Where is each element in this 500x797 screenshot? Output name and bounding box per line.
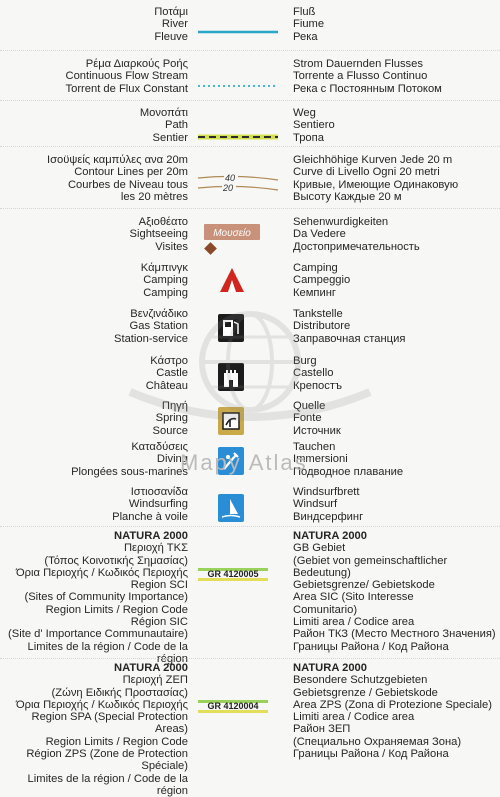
legend-line: Windsurfbrett (293, 486, 360, 498)
natura-sci-boundary (190, 558, 280, 598)
legend-symbol-gas (190, 312, 260, 357)
legend-line: Castle (156, 367, 188, 380)
left-text-natura-spa (0, 662, 188, 797)
right-text-castle (293, 355, 342, 392)
left-text-natura-sci (0, 530, 188, 665)
legend-line: Καταδύσεις (131, 441, 188, 453)
legend-line: Βενζινάδικο (130, 308, 188, 320)
legend-line: Gebietsgrenze/ Gebietskode (293, 579, 435, 592)
legend-line: Όρια Περιοχής / Κωδικός Περιοχής (15, 698, 188, 711)
left-text-gas (114, 308, 188, 345)
legend-symbol-river (190, 24, 260, 69)
legend-line: Diving (156, 453, 188, 466)
legend-line: Река с Постоянным Потоком (293, 82, 442, 95)
legend-line: Torrente a Flusso Continuo (293, 70, 428, 83)
right-text-spring (293, 400, 341, 437)
legend-line: Πηγή (161, 400, 188, 412)
legend-line: Spring (155, 412, 188, 425)
left-text-castle (146, 355, 188, 392)
row-divider (0, 526, 500, 528)
legend-symbol-spring (190, 405, 260, 450)
legend-line: Ισοϋψείς καμπύλες ανα 20m (47, 154, 188, 166)
legend-line: Fiume (293, 18, 325, 31)
watermark-text: Mapy Atlas (180, 450, 308, 475)
left-text-camping (141, 262, 188, 299)
spring-icon (190, 405, 280, 445)
legend-line: Κάστρο (150, 355, 188, 367)
legend-line: NATURA 2000 (114, 530, 188, 542)
legend-line: NATURA 2000 (293, 662, 367, 674)
legend-line: Path (164, 119, 188, 132)
legend-line: Camping (143, 286, 188, 299)
legend-line: Weg (293, 107, 316, 119)
legend-line: Continuous Flow Stream (65, 70, 188, 83)
right-text-gas (293, 308, 405, 345)
right-text-windsurfing (293, 486, 363, 523)
legend-line: Достопримечательность (293, 240, 420, 253)
camping-icon (190, 264, 280, 304)
contour-label: 40 (225, 173, 236, 183)
river-line (190, 24, 280, 64)
left-text-river (154, 6, 188, 43)
legend-line: Μονοπάτι (139, 107, 188, 119)
legend-line: Περιοχή ΖΕΠ (122, 674, 188, 687)
legend-line: Quelle (293, 400, 326, 412)
legend-line: Gebietsgrenze / Gebietskode (293, 686, 438, 699)
left-text-diving (71, 441, 188, 478)
left-text-spring (153, 400, 188, 437)
legend-line: Area ZPS (Zona di Protezione Speciale) (293, 698, 492, 711)
legend-line: (Специально Охраняемая Зона) (293, 735, 462, 748)
legend-line: NATURA 2000 (293, 530, 367, 542)
legend-line: Tauchen (293, 441, 336, 453)
castle-icon (190, 361, 280, 401)
legend-line: Plongées sous-marines (71, 465, 188, 478)
legend-line: Высоту Каждые 20 м (293, 190, 402, 203)
legend-line: Кемпинг (293, 286, 336, 299)
legend-line: Όρια Περιοχής / Κωδικός Περιοχής (15, 566, 188, 579)
legend-line: Виндсерфинг (293, 510, 364, 523)
legend-line: GB Gebiet (293, 542, 346, 555)
contour-lines (190, 168, 280, 208)
legend-line: Границы Района / Код Района (293, 640, 449, 653)
legend-symbol-natura-spa (190, 690, 260, 735)
legend-line: (Gebiet von gemeinschaftlicher (293, 554, 448, 567)
legend-line: Windsurf (293, 498, 338, 511)
legend-line: Заправочная станция (293, 332, 406, 345)
legend-line: Da Vedere (293, 228, 346, 241)
legend-line: Besondere Schutzgebieten (293, 674, 428, 687)
legend-line: Река (293, 30, 318, 43)
stream-dotted-line (190, 78, 280, 118)
legend-line: Sightseeing (129, 228, 188, 241)
legend-line: Courbes de Niveau tous (67, 178, 188, 191)
legend-line: les 20 mètres (120, 190, 188, 203)
right-text-natura-spa (293, 662, 492, 760)
legend-line: Кривые, Имеющие Одинаковую (293, 178, 459, 191)
right-text-sightseeing (293, 216, 420, 253)
legend-line: (Sites of Community Importance) (24, 591, 188, 604)
row-divider (0, 146, 500, 148)
legend-line: Tankstelle (293, 308, 343, 320)
legend-line: (Τόπος Κοινοτικής Σημασίας) (44, 554, 188, 567)
legend-line: Границы Района / Код Района (293, 748, 449, 761)
row-divider (0, 50, 500, 52)
legend-line: Burg (293, 355, 317, 367)
legend-line: Torrent de Flux Constant (65, 82, 188, 95)
row-divider (0, 658, 500, 660)
legend-line: Αξιοθέατο (138, 216, 188, 228)
legend-line: Κάμπινγκ (140, 262, 188, 274)
natura-spa-boundary (190, 690, 280, 730)
legend-line: Крепостъ (293, 379, 342, 392)
right-text-river (293, 6, 324, 43)
legend-line: Comunitario) (293, 603, 358, 616)
legend-line: Gas Station (129, 320, 188, 333)
gas-station-icon (190, 312, 280, 352)
right-text-stream (293, 58, 442, 95)
legend-line: Limiti area / Codice area (293, 616, 415, 629)
left-text-stream (66, 58, 189, 95)
right-text-camping (293, 262, 350, 299)
legend-line: Region SCI (130, 579, 188, 592)
legend-line: Campeggio (293, 274, 351, 287)
right-text-natura-sci (293, 530, 496, 653)
legend-line: Limites de la région / Code de la région (27, 640, 188, 665)
legend-symbol-contour (190, 168, 260, 213)
legend-symbol-natura-sci (190, 558, 260, 603)
sightseeing-label (190, 222, 280, 262)
legend-line: Region SPA (Special Protection Areas) (31, 711, 188, 736)
legend-line: Region Limits / Region Code (45, 735, 188, 748)
legend-line: Ιστιοσανίδα (130, 486, 188, 498)
legend-line: Château (145, 379, 188, 392)
natura-region-code: GR 4120005 (207, 569, 259, 579)
legend-line: Area SIC (Sito Interesse (293, 591, 414, 604)
right-text-diving (293, 441, 403, 478)
legend-line: Район ТКЗ (Место Местного Значения) (293, 628, 496, 641)
row-divider (0, 208, 500, 210)
legend-line: Région SIC (130, 616, 188, 629)
contour-label: 20 (223, 183, 234, 193)
row-divider (0, 100, 500, 102)
legend-line: Region Limits / Region Code (45, 603, 188, 616)
legend-line: Sentiero (293, 119, 335, 132)
legend-line: Contour Lines per 20m (74, 166, 188, 179)
legend-line: Bedeutung) (293, 566, 351, 579)
legend-line: Visites (155, 240, 188, 253)
left-text-contour (47, 154, 188, 203)
legend-symbol-windsurfing (190, 492, 260, 537)
legend-line: Camping (143, 274, 188, 287)
legend-line: Тропа (293, 131, 324, 144)
sightseeing-label-text: Μουσείο (213, 228, 251, 239)
legend-line: Distributore (293, 320, 351, 333)
legend-line: Fluß (293, 6, 316, 18)
legend-line: Immersioni (293, 453, 348, 466)
legend-line: Район ЗЕП (293, 723, 351, 736)
legend-line: Fleuve (154, 30, 188, 43)
legend-line: Gleichhöhige Kurven Jede 20 m (293, 154, 453, 166)
path-dashed-line (190, 129, 280, 169)
legend-line: Windsurfing (128, 498, 188, 511)
legend-line: Strom Dauernden Flusses (293, 58, 423, 70)
legend-line: Source (152, 424, 188, 437)
legend-line: Région ZPS (Zone de Protection Spéciale) (26, 748, 188, 773)
left-text-path (140, 107, 188, 144)
left-text-sightseeing (130, 216, 188, 253)
legend-line: Limites de la région / Code de la région (27, 772, 188, 797)
legend-line: (Ζώνη Ειδικής Προστασίας) (51, 686, 188, 699)
legend-line: Station-service (114, 332, 188, 345)
legend-symbol-castle (190, 361, 260, 406)
right-text-path (293, 107, 335, 144)
legend-line: Περιοχή ΤΚΣ (123, 542, 188, 555)
legend-symbol-camping (190, 264, 260, 309)
left-text-windsurfing (112, 486, 188, 523)
legend-line: (Site d' Importance Communautaire) (8, 628, 188, 641)
legend-line: Ποτάμι (154, 6, 188, 18)
legend-line: Planche à voile (112, 510, 188, 523)
legend-line: Подводное плавание (293, 465, 404, 478)
legend-symbol-sightseeing (190, 222, 260, 267)
legend-line: Ρέμα Διαρκούς Ροής (85, 58, 188, 70)
legend-line: Fonte (293, 412, 322, 425)
legend-line: NATURA 2000 (114, 662, 188, 674)
legend-line: Castello (293, 367, 334, 380)
legend-line: Limiti area / Codice area (293, 711, 415, 724)
legend-line: Sentier (152, 131, 188, 144)
natura-region-code: GR 4120004 (207, 701, 259, 711)
right-text-contour (293, 154, 458, 203)
legend-line: Curve di Livello Ogni 20 metri (293, 166, 440, 179)
legend-line: Sehenwurdigkeiten (293, 216, 389, 228)
legend-line: Camping (293, 262, 338, 274)
legend-line: Источник (293, 424, 341, 437)
legend-line: River (161, 18, 188, 31)
